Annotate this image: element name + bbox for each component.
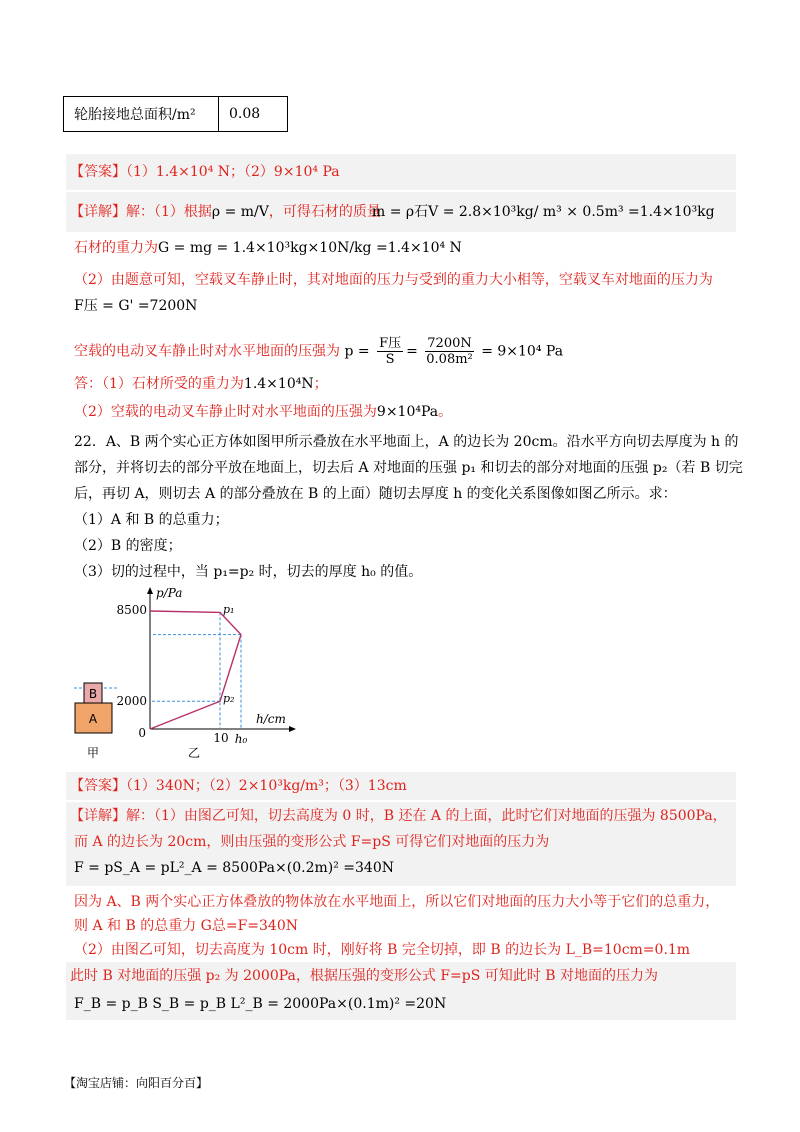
x-axis-arrow bbox=[289, 726, 296, 732]
answer-2-line bbox=[74, 402, 452, 422]
detail-prefix: 【详解】解：（1）根据 bbox=[70, 204, 212, 220]
equation-22-2: F_B = p_B S_B = p_B L²_B = 2000Pa×(0.1m)² =20N bbox=[74, 996, 447, 1012]
detail-21 bbox=[70, 202, 381, 222]
pressure-fraction-2: $\frac{7200N}{\text{0.08m²}}$ bbox=[426, 336, 473, 367]
detail-22-5: （2）由图乙可知，切去高度为 10cm 时，刚好将 B 完全切掉，即 B 的边长为 L_B=10cm=0.1m bbox=[74, 942, 691, 958]
detail-22-4: 则 A 和 B 的总重力 G总=F=340N bbox=[74, 918, 298, 934]
detail-22-3: 因为 A、B 两个实心正方体叠放的物体放在水平地面上，所以它们对地面的压力大小等于它们的总重力， bbox=[74, 894, 720, 910]
detail-mid: ，可得石材的质量 bbox=[268, 204, 381, 220]
answer-2-prefix: （2）空载的电动叉车静止时对水平地面的压强为 bbox=[74, 404, 377, 420]
answer-1-prefix: 答：（1）石材所受的重力为 bbox=[74, 376, 244, 392]
pressure-result: = 9×10⁴ Pa bbox=[481, 343, 564, 360]
x-tick-10: 10 bbox=[213, 731, 229, 745]
detail-22-6: 此时 B 对地面的压强 p₂ 为 2000Pa，根据压强的变形公式 F=pS 可知此时 B 对地面的压力为 bbox=[70, 968, 658, 984]
q22-line-3: 后，再切 A，则切去 A 的部分叠放在 B 的上面）随切去厚度 h 的变化关系图像如图乙所示。求： bbox=[74, 486, 677, 502]
q22-line-1: 22．A、B 两个实心正方体如图甲所示叠放在水平地面上，A 的边长为 20cm。沿水平方向切去厚度为 h 的 bbox=[74, 434, 739, 450]
table-label-cell: 轮胎接地总面积/m² bbox=[64, 97, 219, 132]
density-formula: ρ = m/V bbox=[211, 204, 269, 220]
q22-item-2: （2）B 的密度； bbox=[74, 538, 182, 554]
table-value-cell: 0.08 bbox=[219, 97, 288, 132]
answer-2-suffix: 。 bbox=[438, 404, 453, 420]
y-axis-label: p/Pa bbox=[156, 586, 183, 600]
caption-yi: 乙 bbox=[187, 746, 201, 760]
spec-table bbox=[63, 96, 288, 132]
gravity-line bbox=[74, 238, 462, 258]
plot-layer bbox=[150, 611, 241, 729]
table-row bbox=[64, 97, 288, 132]
equation-22-1: F = pS_A = pL²_A = 8500Pa×(0.2m)² =340N bbox=[74, 860, 394, 876]
p1-label: p₁ bbox=[223, 603, 235, 616]
answer-1-value: 1.4×10⁴N bbox=[243, 376, 314, 392]
answer-22: 【答案】（1）340N；（2）2×10³kg/m³；（3）13cm bbox=[70, 778, 407, 794]
answer-2-value: 9×10⁴Pa bbox=[376, 404, 439, 420]
x-tick-h0: h₀ bbox=[234, 732, 248, 746]
origin-label: 0 bbox=[138, 726, 146, 740]
x-axis-label: h/cm bbox=[256, 712, 286, 726]
footer-shop: 【淘宝店铺：向阳百分百】 bbox=[64, 1076, 209, 1090]
q22-line-2: 部分，并将切去的部分平放在地面上，切去后 A 对地面的压强 p₁ 和切去的部分对地面的压强 p₂（若 B 切完 bbox=[74, 460, 743, 476]
y-axis-arrow bbox=[147, 587, 153, 594]
part2-text: （2）由题意可知，空载叉车静止时，其对地面的压力与受到的重力大小相等，空载叉车对地面的压力为 bbox=[74, 272, 713, 288]
answer-1-suffix: ； bbox=[313, 376, 328, 392]
force-equation: F压 = G' =7200N bbox=[74, 298, 198, 314]
caption-jia: 甲 bbox=[86, 746, 100, 760]
series-line-2 bbox=[150, 635, 241, 729]
p2-label: p₂ bbox=[223, 692, 235, 705]
gravity-equation: G = mg = 1.4×10³kg×10N/kg =1.4×10⁴ N bbox=[158, 240, 462, 256]
block-a-label: A bbox=[88, 712, 98, 726]
pressure-line: 空载的电动叉车静止时对水平地面的压强为 p = $\frac{\text{F压}}{S}$ = $\frac{7200N}{\text{0.08m²}}$ = 9×10⁴ Pa bbox=[74, 336, 564, 367]
gravity-text: 石材的重力为 bbox=[74, 240, 158, 256]
pressure-text: 空载的电动叉车静止时对水平地面的压强为 bbox=[74, 343, 340, 360]
q22-item-1: （1）A 和 B 的总重力； bbox=[74, 512, 229, 528]
detail-22-1: 【详解】解：（1）由图乙可知，切去高度为 0 时，B 还在 A 的上面，此时它们对地面的压强为 8500Pa， bbox=[70, 808, 727, 824]
block-b-label: B bbox=[88, 687, 98, 701]
figure-svg bbox=[60, 585, 330, 770]
pressure-fraction-1: $\frac{\text{F压}}{S}$ bbox=[379, 336, 402, 367]
mass-equation: m = ρ石V = 2.8×10³kg/ m³ × 0.5m³ =1.4×10³kg bbox=[372, 204, 715, 220]
answer-1-line bbox=[74, 374, 328, 394]
y-tick-2000: 2000 bbox=[116, 694, 147, 708]
answer-21: 【答案】（1）1.4×10⁴ N；（2）9×10⁴ Pa bbox=[70, 164, 340, 180]
pressure-lhs: p = bbox=[344, 343, 370, 360]
y-tick-8500: 8500 bbox=[116, 603, 147, 617]
detail-22-2: 而 A 的边长为 20cm，则由压强的变形公式 F=pS 可得它们对地面的压力为 bbox=[74, 834, 550, 850]
q22-item-3: （3）切的过程中，当 p₁=p₂ 时，切去的厚度 h₀ 的值。 bbox=[74, 564, 423, 580]
